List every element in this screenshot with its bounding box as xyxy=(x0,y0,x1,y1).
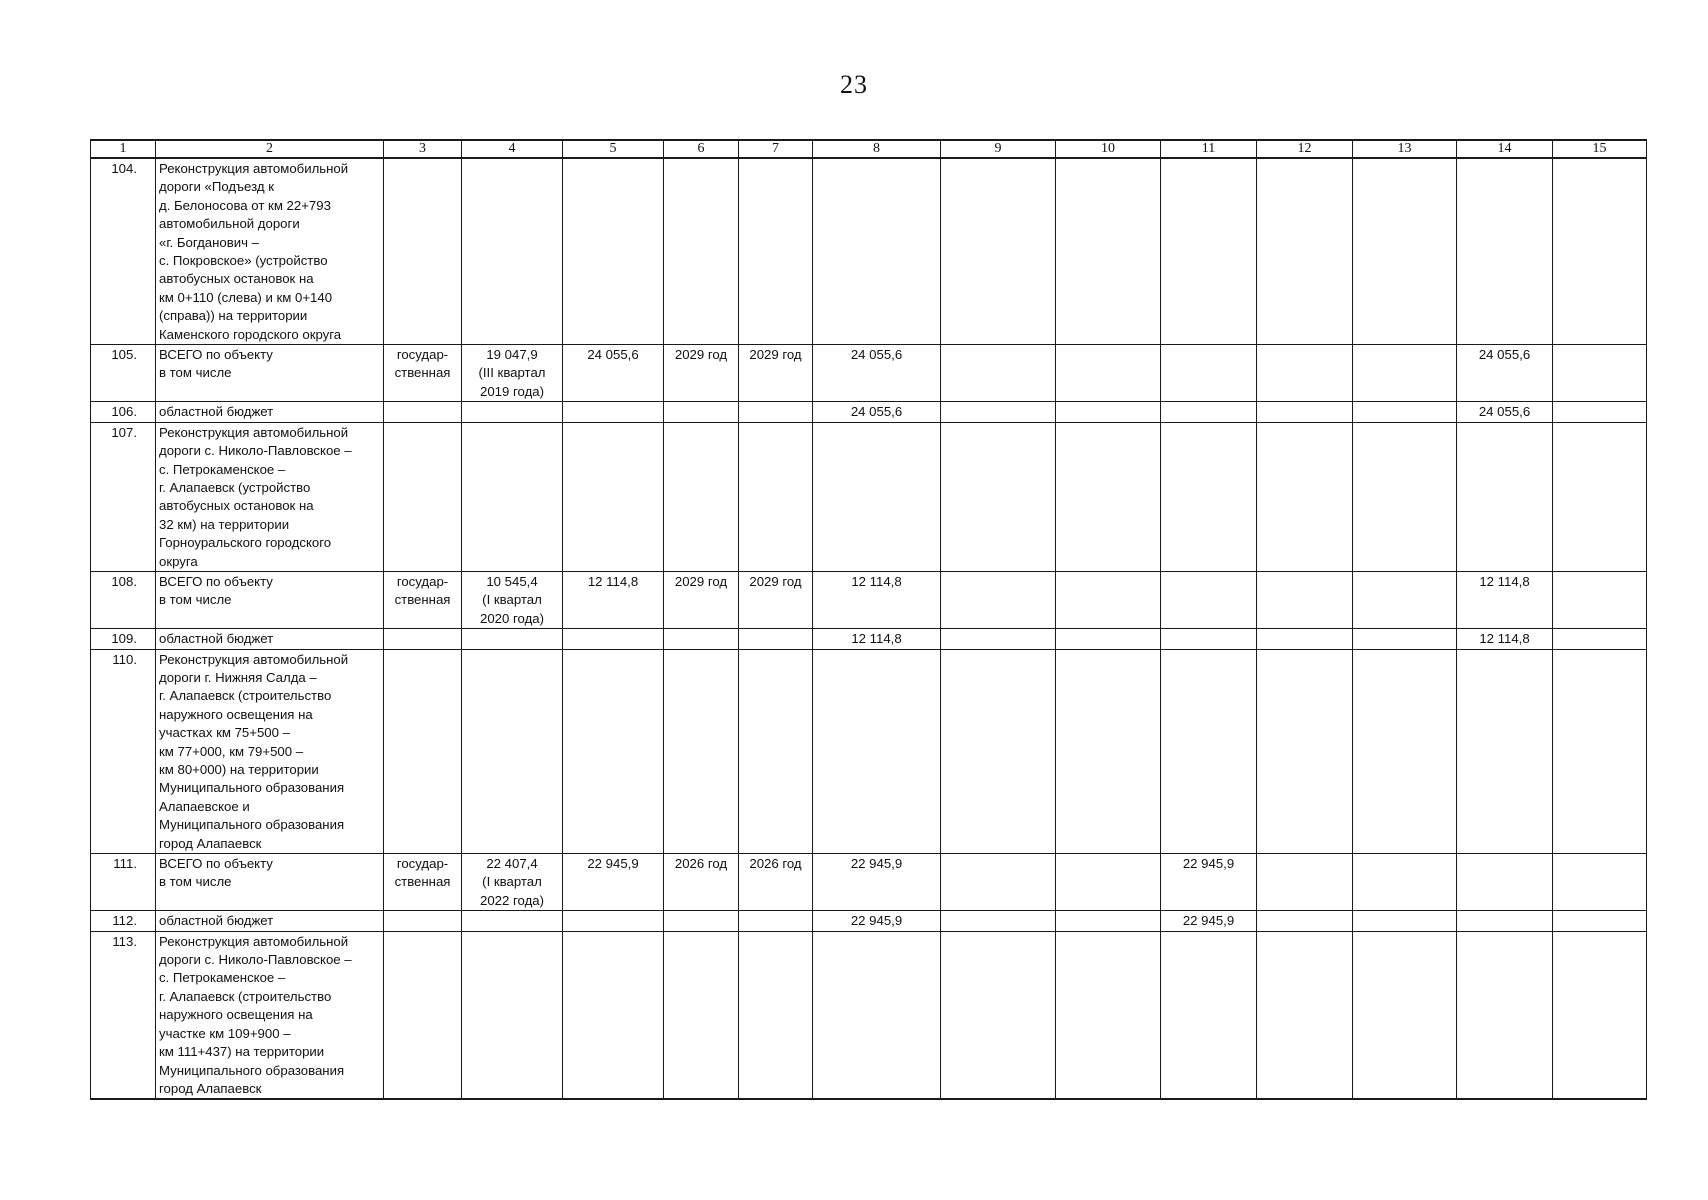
col-13-cell xyxy=(1353,345,1457,402)
item-name-cell: Реконструкция автомобильной дороги «Подъезд к д. Белоносова от км 22+793 автомобильной дороги «г. Богданович – с. Покровское» (устройство автобусных остановок на км 0+110 (слева) и км 0+140 (справа)) на территории Каменского городского округа xyxy=(156,158,384,345)
table-row xyxy=(91,911,1647,931)
col-13-cell xyxy=(1353,422,1457,571)
item-name-cell: ВСЕГО по объекту в том числе xyxy=(156,571,384,628)
start-year-cell xyxy=(664,931,739,1099)
end-year-cell xyxy=(739,422,813,571)
col-11-cell xyxy=(1161,931,1257,1099)
column-header: 13 xyxy=(1353,140,1457,158)
column-header: 3 xyxy=(384,140,462,158)
estimated-cost-cell xyxy=(462,931,563,1099)
estimated-cost-cell: 10 545,4 (I квартал 2020 года) xyxy=(462,571,563,628)
end-year-cell: 2029 год xyxy=(739,345,813,402)
table-row xyxy=(91,158,1647,345)
total-cost-cell xyxy=(563,422,664,571)
col-15-cell xyxy=(1553,422,1647,571)
col-14-cell xyxy=(1457,422,1553,571)
start-year-cell: 2029 год xyxy=(664,571,739,628)
col-13-cell xyxy=(1353,911,1457,931)
column-number-row xyxy=(91,140,1647,158)
col-11-cell xyxy=(1161,402,1257,422)
col-11-cell xyxy=(1161,571,1257,628)
col-15-cell xyxy=(1553,571,1647,628)
total-financing-cell xyxy=(813,158,941,345)
col-10-cell xyxy=(1056,402,1161,422)
column-header: 8 xyxy=(813,140,941,158)
total-financing-cell: 12 114,8 xyxy=(813,571,941,628)
end-year-cell: 2029 год xyxy=(739,571,813,628)
total-financing-cell: 22 945,9 xyxy=(813,911,941,931)
start-year-cell xyxy=(664,649,739,853)
total-cost-cell: 22 945,9 xyxy=(563,854,664,911)
row-number-cell: 109. xyxy=(91,629,156,649)
row-number-cell: 110. xyxy=(91,649,156,853)
col-13-cell xyxy=(1353,854,1457,911)
total-cost-cell: 12 114,8 xyxy=(563,571,664,628)
col-15-cell xyxy=(1553,854,1647,911)
col-14-cell: 12 114,8 xyxy=(1457,629,1553,649)
ownership-form-cell xyxy=(384,931,462,1099)
col-14-cell xyxy=(1457,931,1553,1099)
start-year-cell: 2029 год xyxy=(664,345,739,402)
column-header: 9 xyxy=(941,140,1056,158)
column-header: 11 xyxy=(1161,140,1257,158)
item-name-cell: областной бюджет xyxy=(156,911,384,931)
end-year-cell xyxy=(739,649,813,853)
start-year-cell xyxy=(664,629,739,649)
end-year-cell xyxy=(739,158,813,345)
col-9-cell xyxy=(941,345,1056,402)
table-row xyxy=(91,629,1647,649)
ownership-form-cell xyxy=(384,911,462,931)
col-13-cell xyxy=(1353,931,1457,1099)
total-financing-cell xyxy=(813,422,941,571)
col-14-cell xyxy=(1457,158,1553,345)
col-12-cell xyxy=(1257,911,1353,931)
col-12-cell xyxy=(1257,649,1353,853)
column-header: 10 xyxy=(1056,140,1161,158)
column-header: 2 xyxy=(156,140,384,158)
table-row xyxy=(91,345,1647,402)
start-year-cell xyxy=(664,402,739,422)
col-11-cell xyxy=(1161,649,1257,853)
item-name-cell: ВСЕГО по объекту в том числе xyxy=(156,854,384,911)
column-header: 14 xyxy=(1457,140,1553,158)
end-year-cell xyxy=(739,931,813,1099)
col-10-cell xyxy=(1056,931,1161,1099)
start-year-cell xyxy=(664,158,739,345)
col-15-cell xyxy=(1553,345,1647,402)
col-15-cell xyxy=(1553,931,1647,1099)
total-cost-cell xyxy=(563,649,664,853)
row-number-cell: 111. xyxy=(91,854,156,911)
col-10-cell xyxy=(1056,158,1161,345)
total-cost-cell xyxy=(563,402,664,422)
total-cost-cell xyxy=(563,629,664,649)
table-row xyxy=(91,422,1647,571)
col-13-cell xyxy=(1353,402,1457,422)
end-year-cell xyxy=(739,629,813,649)
col-11-cell xyxy=(1161,158,1257,345)
col-13-cell xyxy=(1353,571,1457,628)
column-header: 4 xyxy=(462,140,563,158)
col-9-cell xyxy=(941,629,1056,649)
col-10-cell xyxy=(1056,422,1161,571)
table-row xyxy=(91,854,1647,911)
total-financing-cell: 24 055,6 xyxy=(813,402,941,422)
total-cost-cell xyxy=(563,931,664,1099)
item-name-cell: Реконструкция автомобильной дороги с. Николо-Павловское – с. Петрокаменское – г. Алапаевск (строительство наружного освещения на участке км 109+900 – км 111+437) на территории Муниципального образования город Алапаевск xyxy=(156,931,384,1099)
col-10-cell xyxy=(1056,345,1161,402)
col-15-cell xyxy=(1553,911,1647,931)
col-10-cell xyxy=(1056,571,1161,628)
col-10-cell xyxy=(1056,649,1161,853)
col-15-cell xyxy=(1553,158,1647,345)
col-9-cell xyxy=(941,931,1056,1099)
col-12-cell xyxy=(1257,571,1353,628)
col-11-cell xyxy=(1161,629,1257,649)
end-year-cell xyxy=(739,911,813,931)
table-row xyxy=(91,931,1647,1099)
estimated-cost-cell xyxy=(462,629,563,649)
column-header: 6 xyxy=(664,140,739,158)
row-number-cell: 105. xyxy=(91,345,156,402)
ownership-form-cell: государ- ственная xyxy=(384,571,462,628)
col-14-cell xyxy=(1457,649,1553,853)
start-year-cell xyxy=(664,422,739,571)
col-14-cell: 24 055,6 xyxy=(1457,345,1553,402)
column-header: 5 xyxy=(563,140,664,158)
col-12-cell xyxy=(1257,345,1353,402)
total-financing-cell xyxy=(813,649,941,853)
column-header: 7 xyxy=(739,140,813,158)
col-9-cell xyxy=(941,911,1056,931)
estimated-cost-cell xyxy=(462,402,563,422)
total-cost-cell xyxy=(563,158,664,345)
end-year-cell: 2026 год xyxy=(739,854,813,911)
col-10-cell xyxy=(1056,629,1161,649)
table-row xyxy=(91,402,1647,422)
total-financing-cell: 12 114,8 xyxy=(813,629,941,649)
row-number-cell: 108. xyxy=(91,571,156,628)
col-9-cell xyxy=(941,571,1056,628)
item-name-cell: Реконструкция автомобильной дороги с. Николо-Павловское – с. Петрокаменское – г. Алапаевск (устройство автобусных остановок на 32 км) на территории Горноуральского городского округа xyxy=(156,422,384,571)
col-9-cell xyxy=(941,158,1056,345)
row-number-cell: 106. xyxy=(91,402,156,422)
col-10-cell xyxy=(1056,911,1161,931)
ownership-form-cell xyxy=(384,402,462,422)
col-12-cell xyxy=(1257,402,1353,422)
col-15-cell xyxy=(1553,629,1647,649)
page-number: 23 xyxy=(840,70,868,99)
estimated-cost-cell xyxy=(462,158,563,345)
total-cost-cell: 24 055,6 xyxy=(563,345,664,402)
col-9-cell xyxy=(941,854,1056,911)
estimated-cost-cell xyxy=(462,422,563,571)
col-14-cell: 24 055,6 xyxy=(1457,402,1553,422)
col-9-cell xyxy=(941,402,1056,422)
col-9-cell xyxy=(941,422,1056,571)
col-13-cell xyxy=(1353,649,1457,853)
ownership-form-cell xyxy=(384,158,462,345)
col-11-cell xyxy=(1161,345,1257,402)
total-financing-cell: 24 055,6 xyxy=(813,345,941,402)
col-12-cell xyxy=(1257,931,1353,1099)
estimated-cost-cell xyxy=(462,911,563,931)
col-15-cell xyxy=(1553,402,1647,422)
ownership-form-cell xyxy=(384,649,462,853)
total-financing-cell xyxy=(813,931,941,1099)
col-15-cell xyxy=(1553,649,1647,853)
item-name-cell: областной бюджет xyxy=(156,402,384,422)
col-14-cell: 12 114,8 xyxy=(1457,571,1553,628)
ownership-form-cell: государ- ственная xyxy=(384,854,462,911)
col-13-cell xyxy=(1353,629,1457,649)
item-name-cell: Реконструкция автомобильной дороги г. Нижняя Салда – г. Алапаевск (строительство наружного освещения на участках км 75+500 – км 77+000, км 79+500 – км 80+000) на территории Муниципального образования Алапаевское и Муниципального образования город Алапаевск xyxy=(156,649,384,853)
ownership-form-cell xyxy=(384,422,462,571)
col-11-cell: 22 945,9 xyxy=(1161,911,1257,931)
start-year-cell: 2026 год xyxy=(664,854,739,911)
end-year-cell xyxy=(739,402,813,422)
col-12-cell xyxy=(1257,422,1353,571)
start-year-cell xyxy=(664,911,739,931)
row-number-cell: 107. xyxy=(91,422,156,571)
column-header: 15 xyxy=(1553,140,1647,158)
col-12-cell xyxy=(1257,158,1353,345)
table-row xyxy=(91,571,1647,628)
col-12-cell xyxy=(1257,854,1353,911)
column-header: 12 xyxy=(1257,140,1353,158)
estimated-cost-cell: 19 047,9 (III квартал 2019 года) xyxy=(462,345,563,402)
total-cost-cell xyxy=(563,911,664,931)
col-14-cell xyxy=(1457,911,1553,931)
col-13-cell xyxy=(1353,158,1457,345)
col-11-cell: 22 945,9 xyxy=(1161,854,1257,911)
ownership-form-cell xyxy=(384,629,462,649)
row-number-cell: 113. xyxy=(91,931,156,1099)
budget-table xyxy=(90,139,1647,1100)
row-number-cell: 104. xyxy=(91,158,156,345)
col-11-cell xyxy=(1161,422,1257,571)
item-name-cell: ВСЕГО по объекту в том числе xyxy=(156,345,384,402)
col-14-cell xyxy=(1457,854,1553,911)
column-header: 1 xyxy=(91,140,156,158)
estimated-cost-cell xyxy=(462,649,563,853)
table-row xyxy=(91,649,1647,853)
ownership-form-cell: государ- ственная xyxy=(384,345,462,402)
estimated-cost-cell: 22 407,4 (I квартал 2022 года) xyxy=(462,854,563,911)
row-number-cell: 112. xyxy=(91,911,156,931)
col-9-cell xyxy=(941,649,1056,853)
col-10-cell xyxy=(1056,854,1161,911)
total-financing-cell: 22 945,9 xyxy=(813,854,941,911)
item-name-cell: областной бюджет xyxy=(156,629,384,649)
col-12-cell xyxy=(1257,629,1353,649)
